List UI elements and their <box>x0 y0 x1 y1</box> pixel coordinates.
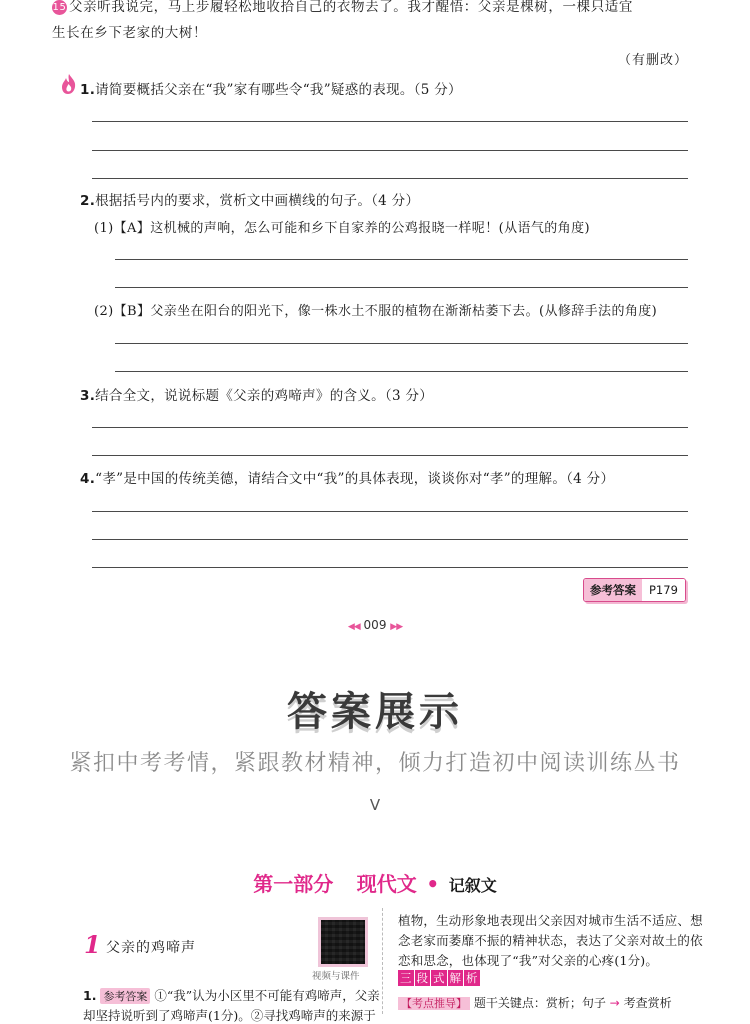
section-part: 第一部分 <box>253 872 334 896</box>
question-text: 根据括号内的要求，赏析文中画横线的句子。（4 分） <box>95 193 420 209</box>
question-number: 4. <box>80 471 96 487</box>
section-type: 现代文 <box>356 872 417 896</box>
answer-line[interactable] <box>115 259 688 260</box>
key-point-label: 【考点推导】 <box>398 997 470 1010</box>
left-arrows-icon: ◀◀ <box>347 622 360 632</box>
answer-1-continued: 却坚持说听到了鸡啼声(1分)。②寻找鸡啼声的来源于 <box>83 1008 376 1023</box>
question-3 <box>80 384 433 404</box>
answer-line[interactable] <box>92 567 688 568</box>
page-number-text: 009 <box>363 618 387 632</box>
passage-text: 父亲听我说完，马上步履轻松地收拾自己的衣物去了。我才醒悟：父亲是棵树，一棵只适宜 <box>69 0 633 15</box>
column-divider <box>382 908 383 1014</box>
right-column-line: 念老家而萎靡不振的精神状态，表达了父亲对故土的依 <box>398 933 703 948</box>
badge-char: 段 <box>416 971 428 985</box>
question-4 <box>80 467 614 487</box>
passage-line <box>52 0 633 15</box>
question-number: 2. <box>80 193 96 209</box>
arrow-right-icon: → <box>609 996 620 1010</box>
badge-char: 解 <box>449 971 461 985</box>
right-column-line: 恋和思念，也体现了“我”对父亲的心疼(1分)。 <box>398 953 659 968</box>
answer-tag: 参考答案 <box>100 988 150 1004</box>
answer-line[interactable] <box>115 287 688 288</box>
question-2 <box>80 189 419 209</box>
question-number: 3. <box>80 388 96 404</box>
source-note: （有删改） <box>617 53 688 68</box>
answer-line[interactable] <box>92 121 688 122</box>
lesson-number: 1 <box>84 930 101 959</box>
passage-line: 生长在乡下老家的大树！ <box>52 25 208 41</box>
sub-question-b: (2)【B】父亲坐在阳台的阳光下，像一株水土不服的植物在渐渐枯萎下去。(从修辞手法的角度) <box>94 304 658 319</box>
answer-line[interactable] <box>92 150 688 151</box>
badge-char: 三 <box>400 971 412 985</box>
showcase-title: 答案展示 <box>287 689 463 735</box>
question-number: 1. <box>80 82 96 98</box>
qr-code-icon[interactable] <box>318 917 368 967</box>
answer-line[interactable] <box>92 511 688 512</box>
answer-line[interactable] <box>115 343 688 344</box>
question-text: 结合全文，说说标题《父亲的鸡啼声》的含义。（3 分） <box>95 388 434 404</box>
right-column-line: 植物，生动形象地表现出父亲因对城市生活不适应、想 <box>398 913 703 928</box>
sub-question-a: (1)【A】这机械的声响，怎么可能和乡下自家养的公鸡报晓一样呢！(从语气的角度) <box>94 221 590 236</box>
question-1 <box>80 78 462 98</box>
answer-line[interactable] <box>115 371 688 372</box>
key-point-line <box>398 994 672 1011</box>
bullet-dot-icon: • <box>426 872 440 896</box>
question-text: 请简要概括父亲在“我”家有哪些令“我”疑惑的表现。（5 分） <box>95 82 462 98</box>
reference-label: 参考答案 <box>584 579 642 601</box>
page-number <box>0 618 750 632</box>
right-arrows-icon: ▶▶ <box>390 622 403 632</box>
qr-caption: 视频与课件 <box>312 971 360 982</box>
fire-icon <box>60 73 78 95</box>
answer-1-line <box>83 986 380 1004</box>
paragraph-number-badge: 15 <box>52 2 67 13</box>
lesson-title: 父亲的鸡啼声 <box>106 940 196 956</box>
three-step-analysis-badge <box>398 970 480 986</box>
question-text: “孝”是中国的传统美德，请结合文中“我”的具体表现，谈谈你对“孝”的理解。（4 分） <box>95 471 615 487</box>
badge-char: 析 <box>466 971 478 985</box>
answer-text: ①“我”认为小区里不可能有鸡啼声，父亲 <box>154 988 380 1003</box>
answer-number: 1. <box>83 988 97 1003</box>
reference-page: P179 <box>642 579 685 601</box>
section-heading <box>0 868 750 897</box>
chevron-down-icon: V <box>369 796 381 814</box>
badge-char: 式 <box>433 971 445 985</box>
answer-line[interactable] <box>92 427 688 428</box>
answer-line[interactable] <box>92 178 688 179</box>
section-sub: 记叙文 <box>448 876 497 895</box>
key-point-text: 题干关键点：赏析；句子 <box>473 996 606 1010</box>
answer-line[interactable] <box>92 539 688 540</box>
reference-answer-tag[interactable] <box>583 578 686 602</box>
answer-line[interactable] <box>92 455 688 456</box>
key-point-text-2: 考查赏析 <box>623 996 672 1010</box>
showcase-subtitle: 紧扣中考考情，紧跟教材精神，倾力打造初中阅读训练丛书 <box>69 751 681 776</box>
